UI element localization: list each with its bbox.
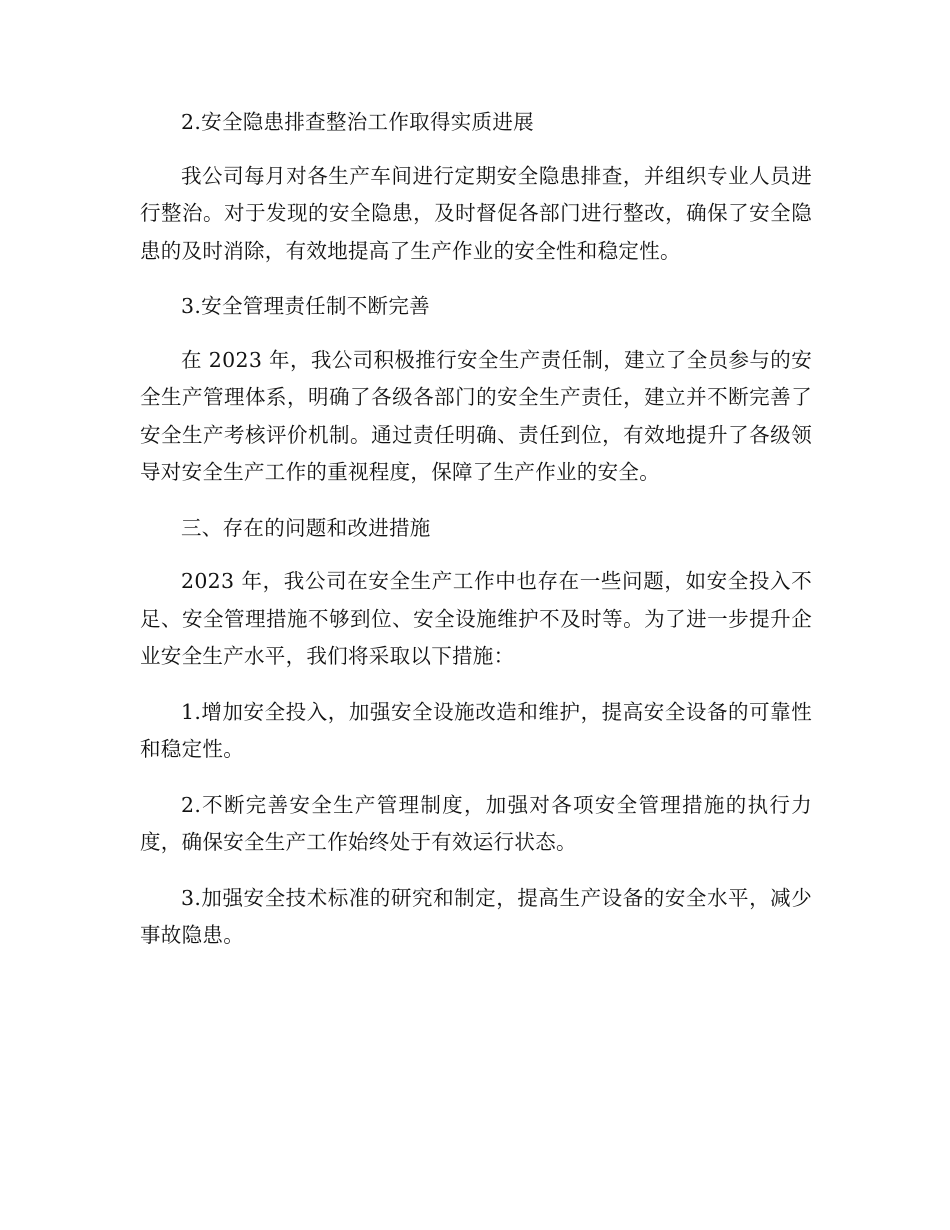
document-body [140,104,812,973]
section-heading-problems-improvements: 三、存在的问题和改进措施 [181,515,431,540]
section-heading-responsibility-system: 3.安全管理责任制不断完善 [181,294,430,318]
paragraph-hazard-inspection: 我公司每月对各生产车间进行定期安全隐患排查，并组织专业人员进行整治。对于发现的安全隐患，及时督促各部门进行整改，确保了安全隐患的及时消除，有效地提高了生产作业的安全性和稳定性。 [140,163,812,263]
list-item-measure-3: 3.加强安全技术标准的研究和制定，提高生产设备的安全水平，减少事故隐患。 [140,885,812,947]
list-item-measure-2: 2.不断完善安全生产管理制度，加强对各项安全管理措施的执行力度，确保安全生产工作始终处于有效运行状态。 [140,792,812,854]
list-item-measure-1: 1.增加安全投入，加强安全设施改造和维护，提高安全设备的可靠性和稳定性。 [140,699,812,761]
paragraph-existing-problems: 2023 年，我公司在安全生产工作中也存在一些问题，如安全投入不足、安全管理措施不够到位、安全设施维护不及时等。为了进一步提升企业安全生产水平，我们将采取以下措施： [140,569,812,668]
paragraph-responsibility-system: 在 2023 年，我公司积极推行安全生产责任制，建立了全员参与的安全生产管理体系，明确了各级各部门的安全生产责任，建立并不断完善了安全生产考核评价机制。通过责任明确、责任到位，有效地提升了各级领导对安全生产工作的重视程度，保障了生产作业的安全。 [140,347,812,484]
section-heading-hazard-rectification: 2.安全隐患排查整治工作取得实质进展 [181,110,534,134]
